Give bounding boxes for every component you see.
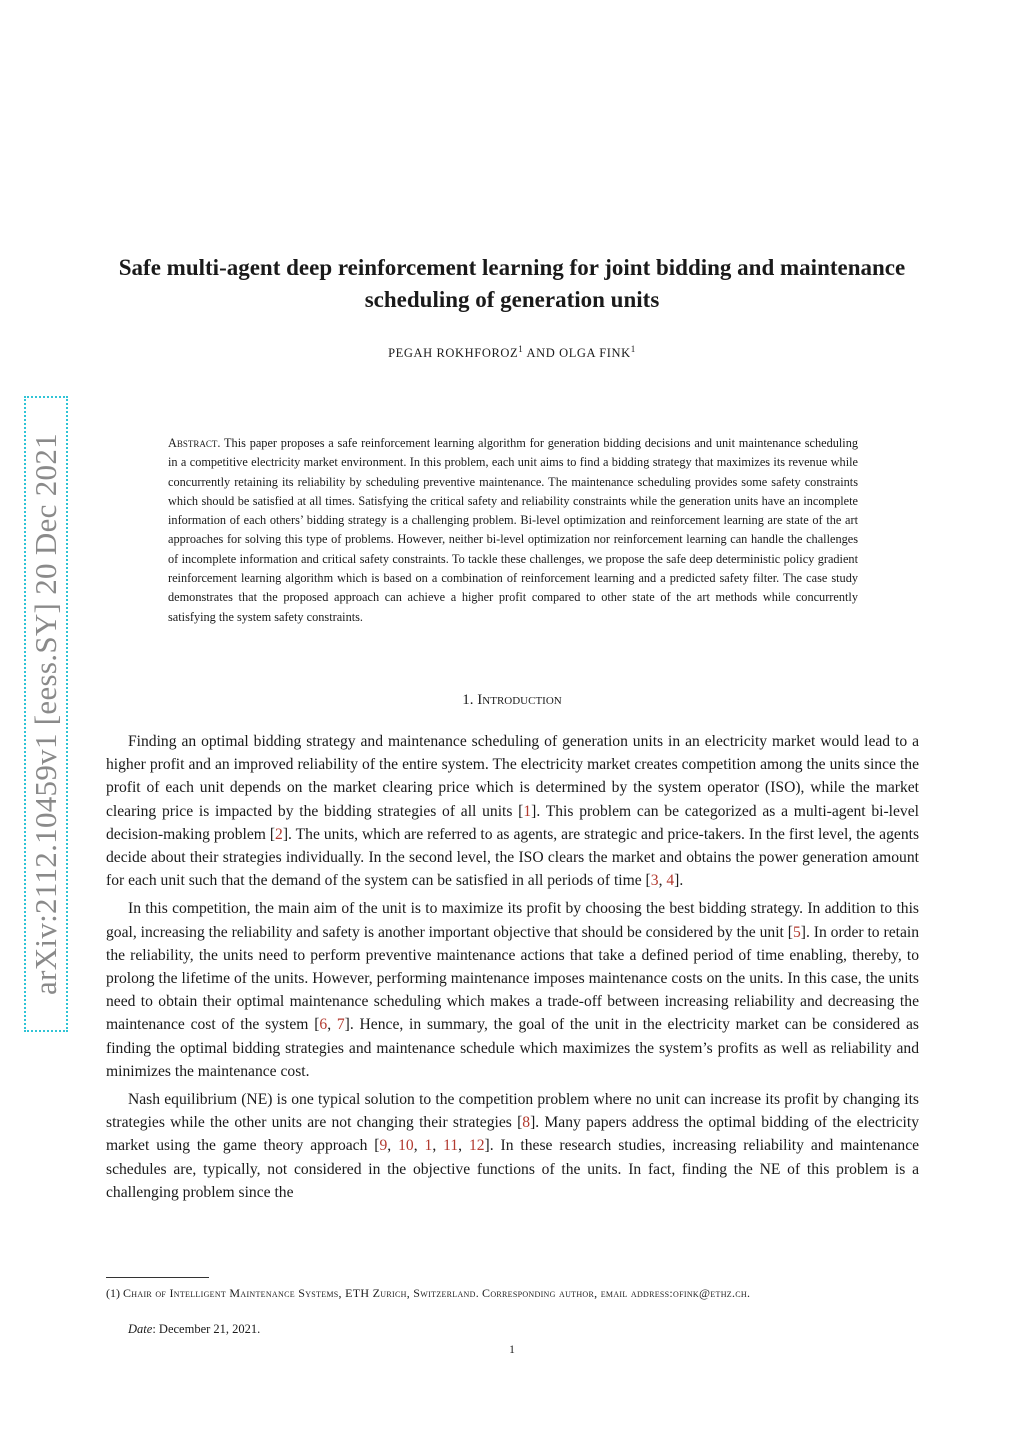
footnote xyxy=(106,1284,919,1303)
citation-link[interactable]: 1 xyxy=(424,1137,433,1155)
citation-link[interactable]: 10 xyxy=(398,1137,414,1155)
abstract xyxy=(168,434,858,627)
citation-link[interactable]: 8 xyxy=(522,1114,531,1132)
footnote-contact: Corresponding author, email address:ofink@ethz.ch. xyxy=(482,1286,751,1300)
footnote-marker: (1) xyxy=(106,1286,120,1300)
paragraph xyxy=(106,1088,919,1204)
abstract-text: This paper proposes a safe reinforcement learning algorithm for generation bidding decisions and unit maintenance scheduling in a competitive electricity market environment. In this problem, each unit aims to find a bidding strategy that maximizes its revenue while concurrently retaining its reliability by scheduling preventive maintenance. The maintenance scheduling provides some safety constraints which should be satisfied at all times. Satisfying the critical safety and reliability constraints while the generation units have an incomplete information of each others’ bidding strategy is a challenging problem. Bi-level optimization and reinforcement learning are state of the art approaches for solving this type of problems. However, neither bi-level optimization nor reinforcement learning can handle the challenges of incomplete information and critical safety constraints. To tackle these challenges, we propose the safe deep deterministic policy gradient reinforcement learning algorithm which is based on a combination of reinforcement learning and a predicted safety filter. The case study demonstrates that the proposed approach can achieve a higher profit compared to other state of the art methods while concurrently satisfying the system safety constraints. xyxy=(168,436,858,624)
citation-link[interactable]: 5 xyxy=(792,923,801,941)
text-run: ]. xyxy=(674,872,684,890)
citation-link[interactable]: 9 xyxy=(379,1137,388,1155)
citation-link[interactable]: 2 xyxy=(275,825,283,843)
citation-link[interactable]: 4 xyxy=(666,872,675,890)
text-run: , xyxy=(458,1137,469,1155)
paper-title: Safe multi-agent deep reinforcement learning for joint bidding and maintenance scheduling of generation units xyxy=(118,255,906,312)
citation-link[interactable]: 11 xyxy=(443,1137,459,1155)
section-number: 1. xyxy=(462,692,474,708)
text-run: , xyxy=(432,1137,444,1155)
citation-link[interactable]: 1 xyxy=(523,802,532,820)
citation-link[interactable]: 6 xyxy=(319,1016,328,1034)
date-value: December 21, 2021. xyxy=(158,1322,261,1336)
date-label: Date xyxy=(128,1322,153,1336)
abstract-label: Abstract. xyxy=(168,436,221,450)
text-run: ]. The units, which are referred to as agents, are strategic and price-takers. In the first level, the agents decide about their strategies individually. In the second level, the ISO clears the market and obtains the power generation amount for each unit such that the demand of the system can be satisfied in all periods of time [ xyxy=(106,825,920,890)
affiliation-marker: 1 xyxy=(630,344,636,354)
text-run: ]. In these research studies, increasing reliability and maintenance schedules are, typically, not considered in the objective functions of the units. In fact, finding the NE of this problem is a challenging problem since the xyxy=(106,1137,920,1201)
author-name: OLGA FINK xyxy=(559,346,631,361)
author-name: PEGAH ROKHFOROZ xyxy=(388,346,519,361)
arxiv-identifier[interactable]: arXiv:2112.10459v1 [eess.SY] 20 Dec 2021 xyxy=(28,433,63,995)
text-run: Finding an optimal bidding strategy and maintenance scheduling of generation units in an electricity market would lead to a higher profit and an improved reliability of the entire system. The electricity market creates competition among the units since the profit of each unit depends on the market clearing price which is determined by the system operator (ISO), while the market clearing price is impacted by the bidding strategies of all units [ xyxy=(106,733,919,820)
text-run: , xyxy=(387,1137,399,1155)
text-run: , xyxy=(413,1137,425,1155)
footnote-affiliation: Chair of Intelligent Maintenance Systems, ETH Zurich, Switzerland. xyxy=(123,1286,480,1300)
text-run: ]. This problem can be categorized as a multi-agent bi-level decision-making problem [ xyxy=(106,802,919,843)
author-conjunction: AND xyxy=(526,346,556,361)
page-number: 1 xyxy=(509,1344,515,1356)
text-run: ]. Hence, in summary, the goal of the unit in the electricity market can be considered as finding the optimal bidding strategies and maintenance schedule which maximizes the system’s profits as well as reliability and minimizes the maintenance cost. xyxy=(106,1016,920,1080)
author-list xyxy=(100,344,924,361)
text-run: ]. Many papers address the optimal bidding of the electricity market using the game theory approach [ xyxy=(106,1114,919,1155)
citation-link[interactable]: 3 xyxy=(650,872,659,890)
text-run: , xyxy=(327,1016,337,1034)
citation-link[interactable]: 12 xyxy=(468,1137,485,1155)
paragraph xyxy=(106,897,919,1083)
paragraph xyxy=(106,730,919,892)
arxiv-identifier-stamp[interactable] xyxy=(24,396,68,1032)
affiliation-marker: 1 xyxy=(518,344,524,354)
footnote-divider xyxy=(106,1277,209,1278)
date-line: Date: December 21, 2021. xyxy=(128,1322,261,1336)
text-run: , xyxy=(658,872,667,890)
body-text xyxy=(106,730,919,1209)
text-run: ]. In order to retain the reliability, the units need to perform preventive maintenance actions that take a defined period of time enabling, thereby, to prolong the lifetime of the units. However, performing maintenance imposes maintenance costs on the units. In this case, the units need to obtain their optimal maintenance scheduling which makes a trade-off between increasing reliability and decreasing the maintenance cost of the system [ xyxy=(106,923,920,1034)
section-title: Introduction xyxy=(477,692,562,708)
text-run: In this competition, the main aim of the unit is to maximize its profit by choosing the best bidding strategy. In addition to this goal, increasing the reliability and safety is another important objective that should be considered by the unit [ xyxy=(106,900,919,941)
section-heading xyxy=(100,692,924,709)
text-run: Nash equilibrium (NE) is one typical solution to the competition problem where no unit can increase its profit by changing its strategies while the other units are not changing their strategies [ xyxy=(106,1091,919,1132)
citation-link[interactable]: 7 xyxy=(336,1016,345,1034)
